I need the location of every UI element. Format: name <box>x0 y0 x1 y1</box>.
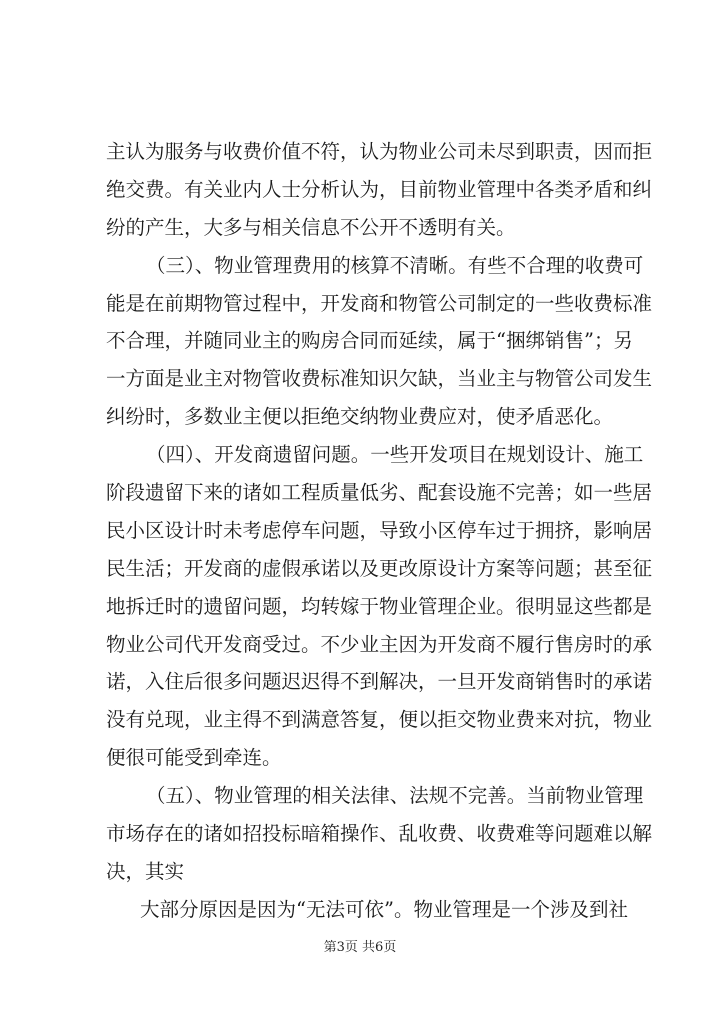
paragraph-section-5 <box>106 777 653 891</box>
text-line: 市场存在的诸如招投标暗箱操作、乱收费、收费难等问题难以解 <box>106 822 653 846</box>
text-line: 绝交费。有关业内人士分析认为，目前物业管理中各类矛盾和纠 <box>106 177 653 201</box>
document-body <box>106 133 653 929</box>
text-line: 阶段遗留下来的诸如工程质量低劣、配套设施不完善；如一些居 <box>106 481 653 505</box>
text-line: 纷的产生，大多与相关信息不公开不透明有关。 <box>106 215 516 239</box>
text-line: 民小区设计时未考虑停车问题，导致小区停车过于拥挤，影响居 <box>106 518 653 542</box>
text-line: 物业公司代开发商受过。不少业主因为开发商不履行售房时的承 <box>106 632 653 656</box>
text-line: 大部分原因是因为“无法可依”。物业管理是一个涉及到社 <box>140 897 628 921</box>
text-line: 地拆迁时的遗留问题，均转嫁于物业管理企业。很明显这些都是 <box>106 594 653 618</box>
paragraph-continued <box>106 891 628 929</box>
text-line: 便很可能受到牵连。 <box>106 746 282 770</box>
text-line: 民生活；开发商的虚假承诺以及更改原设计方案等问题；甚至征 <box>106 556 653 580</box>
text-line: 能是在前期物管过程中，开发商和物管公司制定的一些收费标准 <box>106 291 653 315</box>
paragraph-continuation <box>106 133 653 247</box>
text-line: 诺，入住后很多问题迟迟得不到解决，一旦开发商销售时的承诺 <box>106 670 653 694</box>
text-line: 主认为服务与收费价值不符，认为物业公司未尽到职责，因而拒 <box>106 140 653 163</box>
text-line: 不合理，并随同业主的购房合同而延续，属于“捆绑销售”；另 <box>106 329 633 353</box>
text-line: （四）、开发商遗留问题。一些开发项目在规划设计、施工 <box>146 443 644 467</box>
text-line: 决，其实 <box>106 859 185 883</box>
paragraph-section-3 <box>106 247 653 436</box>
text-line: （三）、物业管理费用的核算不清晰。有些不合理的收费可 <box>146 253 644 277</box>
text-line: 纠纷时，多数业主便以拒绝交纳物业费应对，使矛盾恶化。 <box>106 405 614 429</box>
page-number-footer: 第3页 共6页 <box>323 940 397 955</box>
text-line: 一方面是业主对物管收费标准知识欠缺，当业主与物管公司发生 <box>106 367 653 391</box>
paragraph-section-4 <box>106 436 653 777</box>
text-line: 没有兑现，业主得不到满意答复，便以拒交物业费来对抗，物业 <box>106 708 653 732</box>
text-line: （五）、物业管理的相关法律、法规不完善。当前物业管理 <box>146 784 644 808</box>
